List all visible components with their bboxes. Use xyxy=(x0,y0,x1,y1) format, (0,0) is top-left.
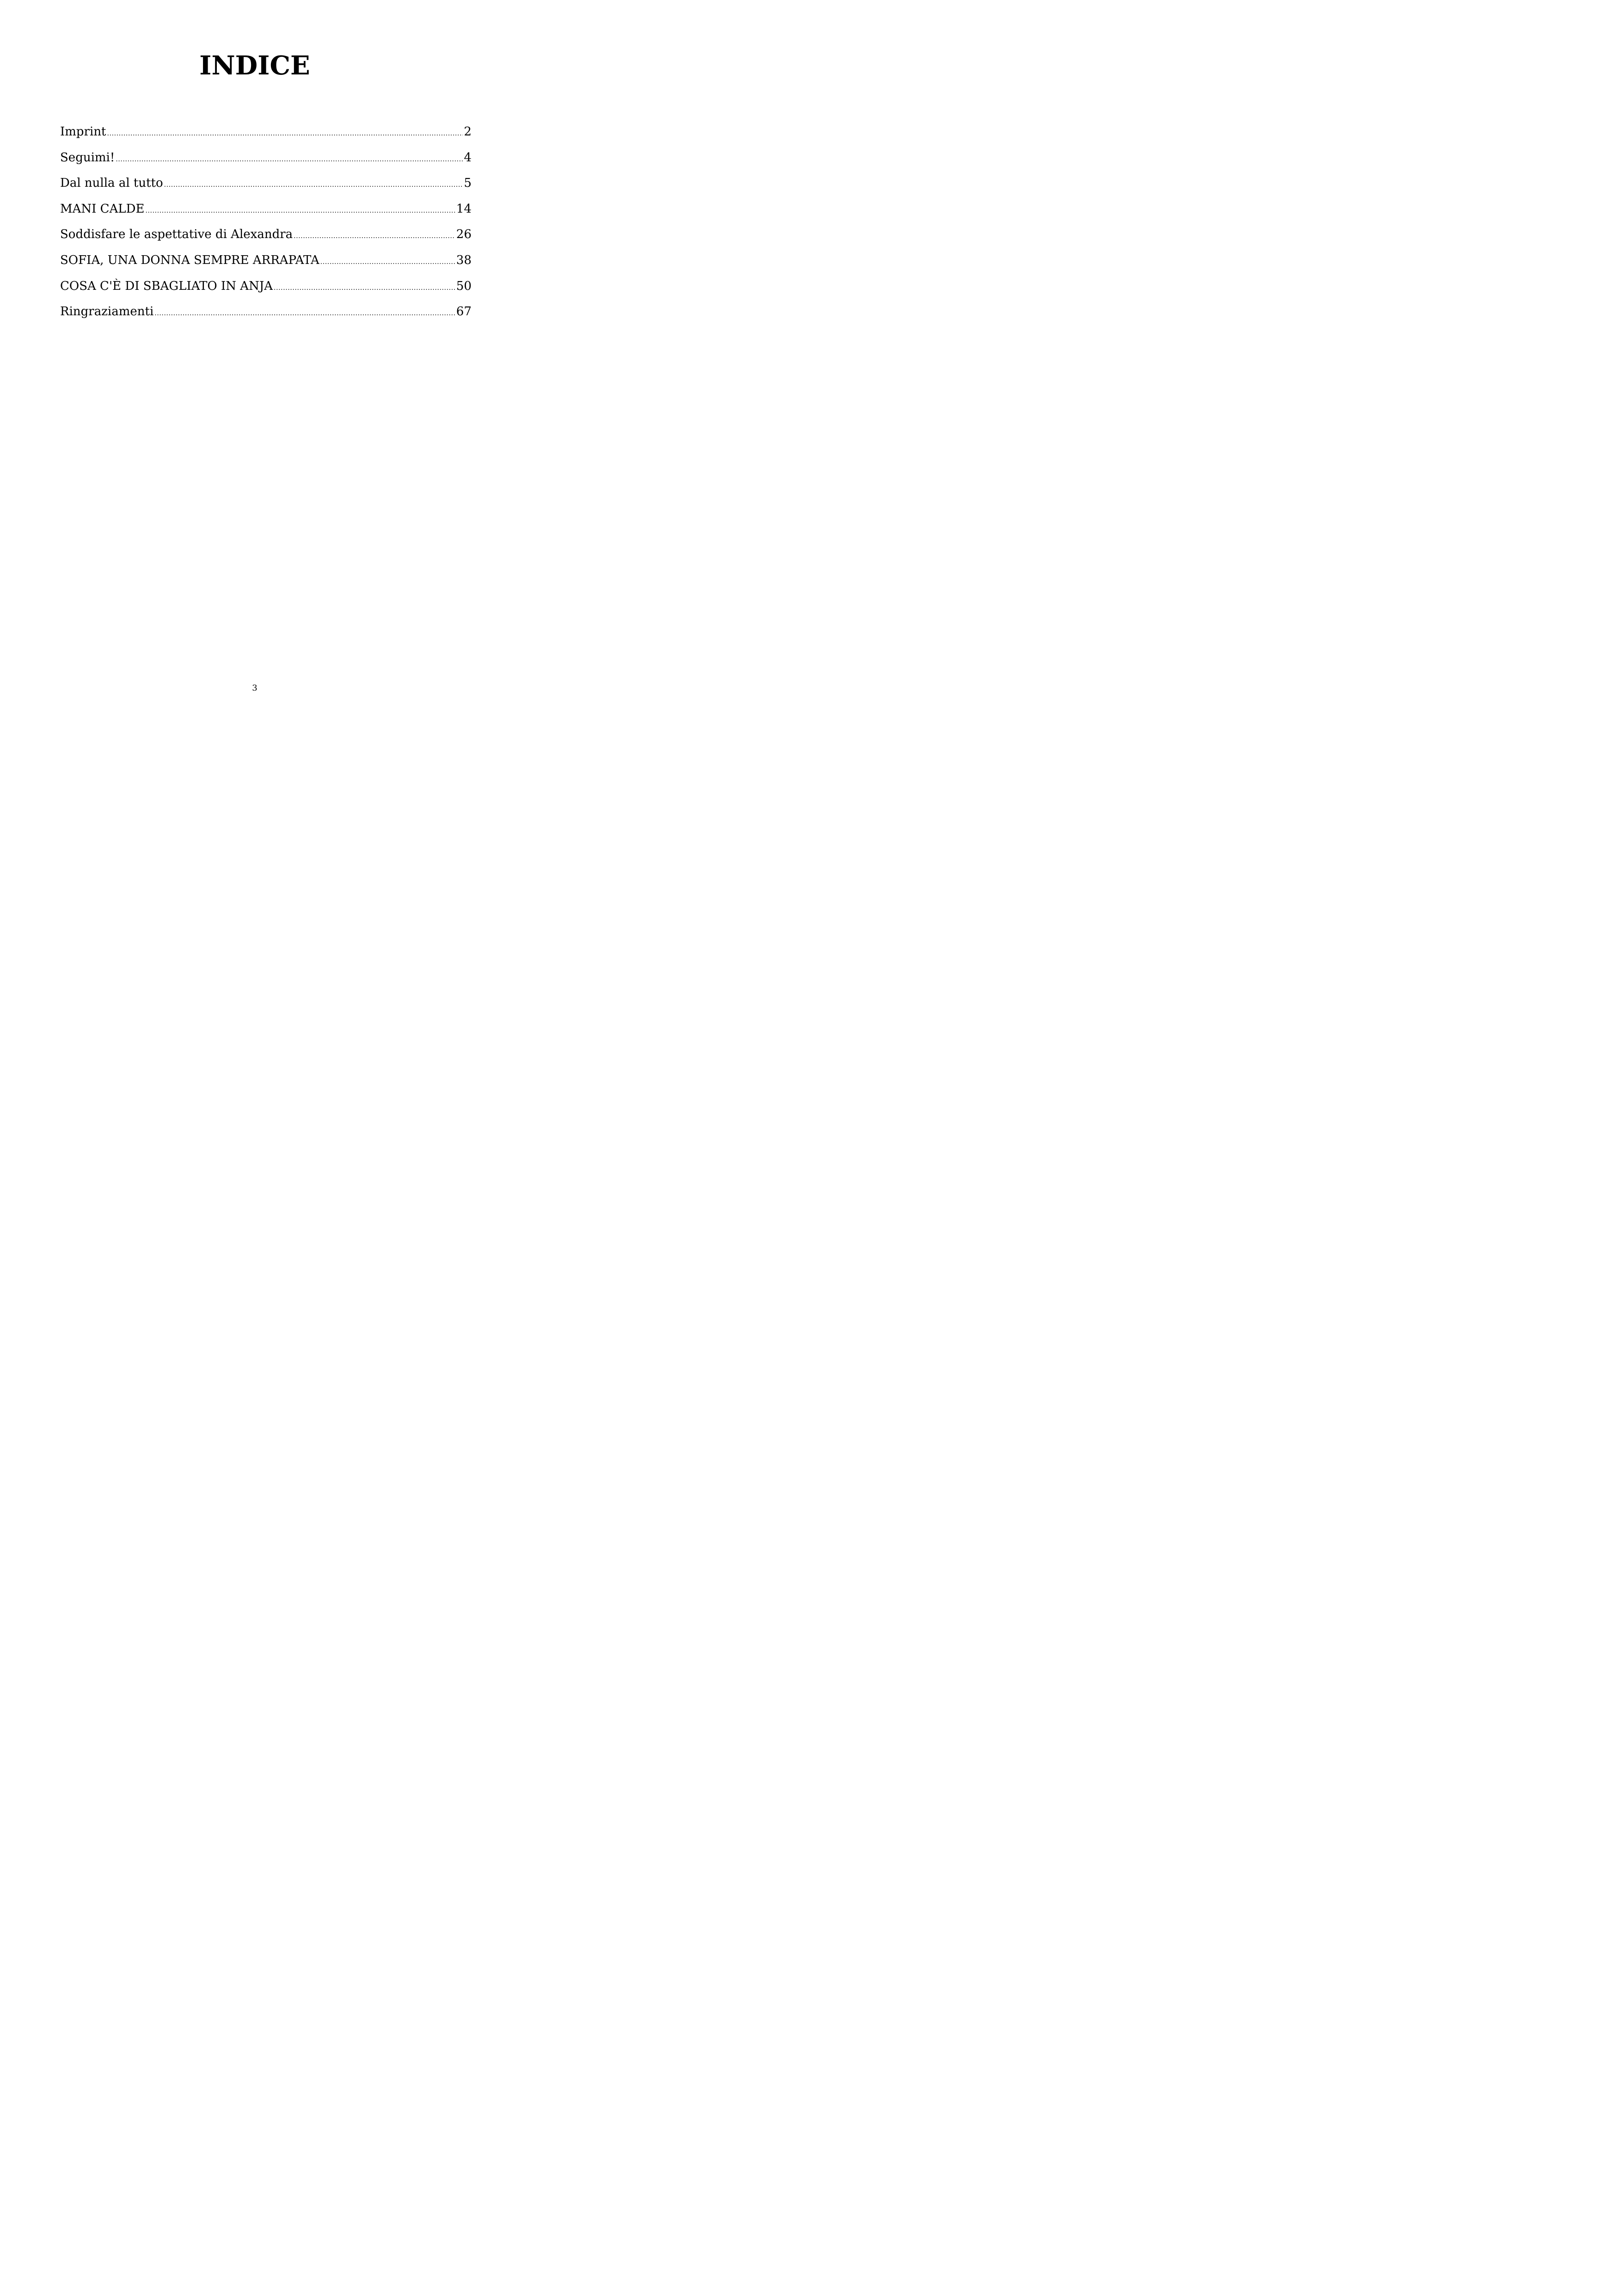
dot-leader xyxy=(274,285,455,291)
toc-entry-label: Dal nulla al tutto xyxy=(60,176,163,190)
toc-entry-page: 14 xyxy=(456,202,472,216)
page-number: 3 xyxy=(252,683,257,693)
toc-entry-page: 5 xyxy=(464,176,472,190)
toc-entry-sofia[interactable] xyxy=(60,248,472,274)
table-of-contents xyxy=(60,119,472,325)
toc-entry-label: SOFIA, UNA DONNA SEMPRE ARRAPATA xyxy=(60,253,319,267)
toc-entry-seguimi[interactable] xyxy=(60,145,472,171)
dot-leader xyxy=(116,156,463,163)
dot-leader xyxy=(320,259,455,265)
toc-entry-mani-calde[interactable] xyxy=(60,196,472,222)
toc-entry-cosa-ce-di-sbagliato[interactable] xyxy=(60,274,472,300)
dot-leader xyxy=(164,182,463,188)
toc-entry-dal-nulla-al-tutto[interactable] xyxy=(60,171,472,196)
dot-leader xyxy=(145,208,455,214)
toc-entry-page: 4 xyxy=(464,150,472,165)
toc-entry-page: 26 xyxy=(456,227,472,242)
page-title: INDICE xyxy=(199,50,310,81)
dot-leader xyxy=(154,310,455,317)
toc-entry-label: COSA C'È DI SBAGLIATO IN ANJA xyxy=(60,279,273,293)
toc-entry-label: Seguimi! xyxy=(60,150,115,165)
toc-entry-page: 67 xyxy=(456,305,472,319)
document-page xyxy=(0,0,509,723)
toc-entry-imprint[interactable] xyxy=(60,119,472,145)
dot-leader xyxy=(294,233,455,239)
toc-entry-page: 38 xyxy=(456,253,472,267)
toc-entry-soddisfare[interactable] xyxy=(60,222,472,248)
toc-entry-page: 50 xyxy=(456,279,472,293)
toc-entry-ringraziamenti[interactable] xyxy=(60,299,472,325)
toc-entry-label: MANI CALDE xyxy=(60,202,145,216)
toc-entry-label: Ringraziamenti xyxy=(60,305,154,319)
dot-leader xyxy=(107,130,463,137)
toc-entry-label: Imprint xyxy=(60,125,106,139)
toc-entry-page: 2 xyxy=(464,125,472,139)
toc-entry-label: Soddisfare le aspettative di Alexandra xyxy=(60,227,293,242)
